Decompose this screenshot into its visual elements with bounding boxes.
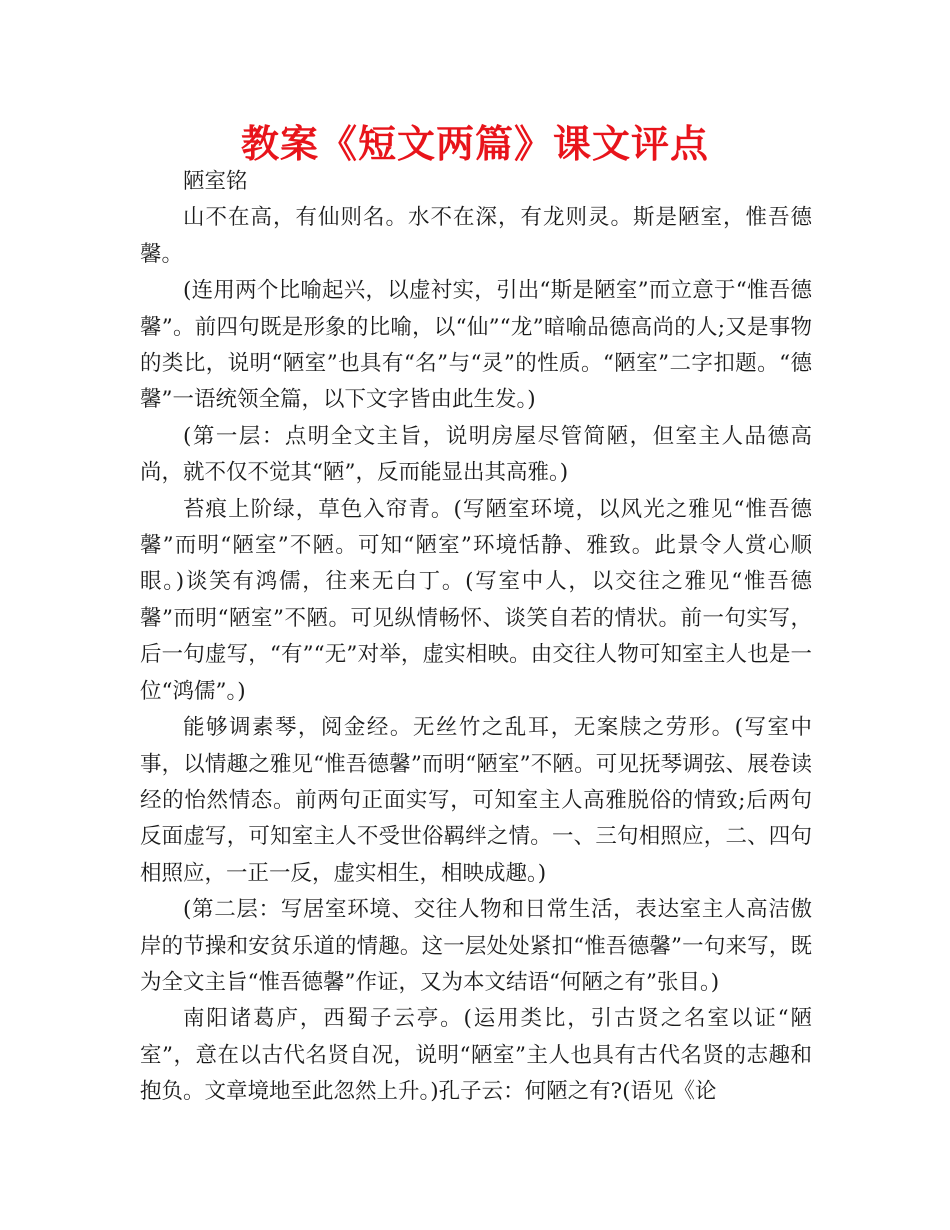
- body-paragraph: 南阳诸葛庐，西蜀子云亭。(运用类比，引古贤之名室以证“陋室”，意在以古代名贤自况，说明“陋室”主人也具有古代名贤的志趣和抱负。文章境地至此忽然上升。)孔子云：何陋之有?(语见《论: [140, 1006, 812, 1105]
- document-title: 教案《短文两篇》课文评点: [240, 122, 709, 166]
- body-paragraph: (第一层：点明全文主旨，说明房屋尽管简陋，但室主人品德高尚，就不仅不觉其“陋”，反而能显出其高雅。): [140, 423, 812, 486]
- body-paragraph: 苔痕上阶绿，草色入帘青。(写陋室环境，以风光之雅见“惟吾德馨”而明“陋室”不陋。可知“陋室”环境恬静、雅致。此景令人赏心顺眼。)谈笑有鸿儒，往来无白丁。(写室中人，以交往之雅见“惟吾德馨”而明“陋室”不陋。可见纵情畅怀、谈笑自若的情状。前一句实写，后一句虚写，“有”“无”对举，虚实相映。由交往人物可知室主人也是一位“鸿儒”。): [140, 496, 812, 704]
- body-paragraph: 能够调素琴，阅金经。无丝竹之乱耳，无案牍之劳形。(写室中事，以情趣之雅见“惟吾德馨”而明“陋室”不陋。可见抚琴调弦、展卷读经的怡然情态。前两句正面实写，可知室主人高雅脱俗的情致;后两句反面虚写，可知室主人不受世俗羁绊之情。一、三句相照应，二、四句相照应，一正一反，虚实相生，相映成趣。): [140, 715, 812, 886]
- section-heading: 陋室铭: [183, 169, 248, 194]
- body-paragraph: 山不在高，有仙则名。水不在深，有龙则灵。斯是陋室，惟吾德馨。: [140, 205, 812, 267]
- document-body: [140, 164, 812, 1111]
- body-paragraph: (第二层：写居室环境、交往人物和日常生活，表达室主人高洁傲岸的节操和安贫乐道的情趣。这一层处处紧扣“惟吾德馨”一句来写，既为全文主旨“惟吾德馨”作证，又为本文结语“何陋之有”张目。): [140, 897, 812, 995]
- body-paragraph: (连用两个比喻起兴，以虚衬实，引出“斯是陋室”而立意于“惟吾德馨”。前四句既是形象的比喻，以“仙”“龙”暗喻品德高尚的人;又是事物的类比，说明“陋室”也具有“名”与“灵”的性质。“陋室”二字扣题。“德馨”一语统领全篇，以下文字皆由此生发。): [140, 278, 812, 413]
